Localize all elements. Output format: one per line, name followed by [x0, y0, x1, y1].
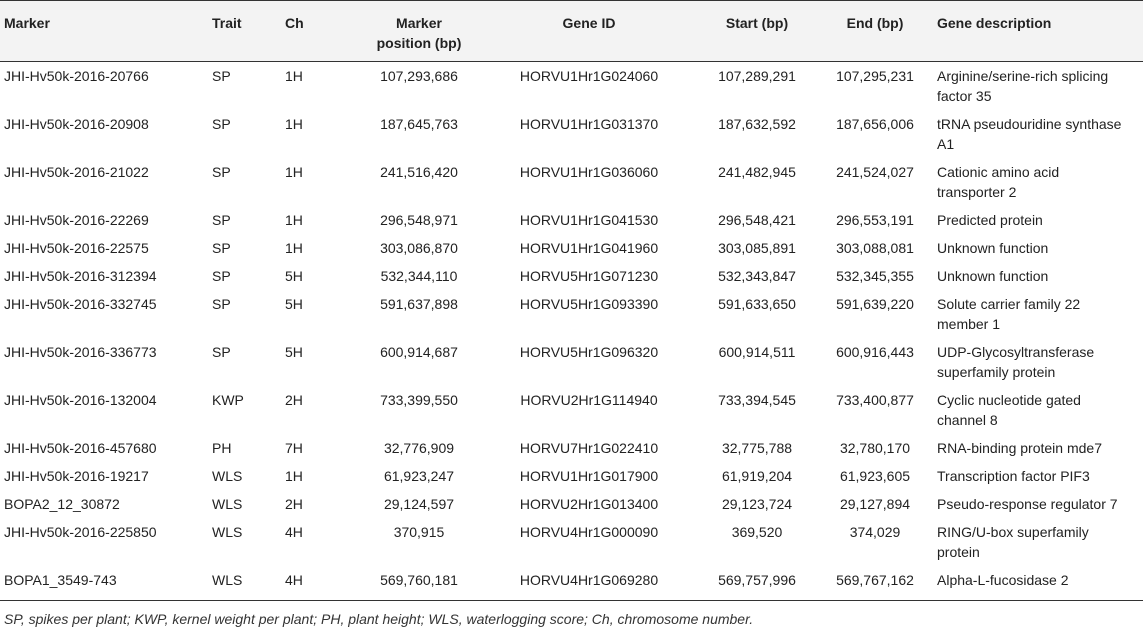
cell-end: 107,295,231: [836, 68, 914, 84]
table-row: [0, 290, 1143, 338]
cell-trait: WLS: [208, 566, 281, 601]
cell-gene-id: HORVU7Hr1G022410: [519, 440, 659, 456]
cell-end: 187,656,006: [836, 116, 914, 132]
cell-end: 733,400,877: [836, 392, 914, 408]
cell-start: 733,394,545: [718, 392, 796, 408]
cell-ch: 4H: [285, 524, 303, 540]
cell-gene-id: HORVU2Hr1G013400: [519, 496, 659, 512]
table-row: [0, 234, 1143, 262]
cell-trait: WLS: [212, 524, 243, 540]
cell-marker: JHI-Hv50k-2016-19217: [4, 468, 149, 484]
table-row: [0, 386, 1143, 434]
cell-marker: BOPA1_3549-743: [0, 566, 208, 601]
cell-ch: 5H: [285, 268, 303, 284]
cell-trait: KWP: [212, 392, 244, 408]
header-marker-position-line2: position (bp): [376, 35, 462, 51]
description-line1: RNA-binding protein mde7: [937, 440, 1102, 456]
header-marker-position: [347, 1, 491, 62]
cell-ch: 5H: [285, 296, 303, 312]
cell-marker: JHI-Hv50k-2016-225850: [4, 524, 157, 540]
description-line2: protein: [937, 544, 980, 560]
description-line1: tRNA pseudouridine synthase: [937, 116, 1122, 132]
description-line1: Predicted protein: [937, 212, 1043, 228]
cell-end: 61,923,605: [839, 468, 911, 484]
cell-trait: SP: [212, 212, 231, 228]
cell-marker: JHI-Hv50k-2016-21022: [4, 164, 149, 180]
cell-end: 569,767,162: [827, 566, 923, 601]
cell-end: 296,553,191: [836, 212, 914, 228]
cell-marker-position: 370,915: [393, 524, 445, 540]
description-line1: Unknown function: [937, 268, 1049, 284]
cell-marker: JHI-Hv50k-2016-336773: [4, 344, 157, 360]
description-line2: transporter 2: [937, 184, 1017, 200]
cell-description: [923, 234, 1143, 262]
header-marker-position-line1: Marker: [396, 15, 442, 31]
table-row: [0, 518, 1143, 566]
cell-trait: WLS: [212, 468, 243, 484]
cell-description: [923, 62, 1143, 111]
cell-ch: 2H: [285, 496, 303, 512]
description-line2: superfamily protein: [937, 364, 1056, 380]
cell-marker-position: 591,637,898: [380, 296, 458, 312]
description-line1: Cyclic nucleotide gated: [937, 392, 1081, 408]
cell-end: 532,345,355: [836, 268, 914, 284]
cell-start: 296,548,421: [718, 212, 796, 228]
cell-start: 61,919,204: [721, 468, 793, 484]
cell-end: 29,127,894: [839, 496, 911, 512]
cell-description: [923, 110, 1143, 158]
cell-end: 241,524,027: [836, 164, 914, 180]
cell-trait: SP: [212, 296, 231, 312]
cell-marker-position: 32,776,909: [383, 440, 455, 456]
cell-marker-position: 187,645,763: [380, 116, 458, 132]
cell-ch: 5H: [285, 344, 303, 360]
cell-gene-id: HORVU5Hr1G096320: [519, 344, 659, 360]
table-row: [0, 62, 1143, 111]
cell-description: [923, 262, 1143, 290]
cell-marker-position: 733,399,550: [380, 392, 458, 408]
table-row: [0, 158, 1143, 206]
table-body: [0, 62, 1143, 601]
header-description: Gene description: [923, 1, 1143, 62]
cell-marker-position: 303,086,870: [380, 240, 458, 256]
cell-marker-position: 600,914,687: [380, 344, 458, 360]
table-row: [0, 110, 1143, 158]
cell-gene-id: HORVU2Hr1G114940: [520, 392, 658, 408]
description-line1: UDP-Glycosyltransferase: [937, 344, 1095, 360]
cell-trait: SP: [212, 344, 231, 360]
cell-trait: SP: [212, 116, 231, 132]
table-row: [0, 566, 1143, 601]
cell-start: 369,520: [731, 524, 783, 540]
cell-ch: 1H: [285, 116, 303, 132]
cell-start: 303,085,891: [718, 240, 796, 256]
description-line2: member 1: [937, 316, 1001, 332]
cell-trait: SP: [212, 240, 231, 256]
cell-description: [923, 462, 1143, 490]
cell-start: 532,343,847: [718, 268, 796, 284]
table-row: [0, 434, 1143, 462]
cell-gene-id: HORVU5Hr1G071230: [519, 268, 659, 284]
cell-ch: 7H: [285, 440, 303, 456]
cell-marker: JHI-Hv50k-2016-132004: [4, 392, 157, 408]
cell-start: 591,633,650: [718, 296, 796, 312]
description-line1: RING/U-box superfamily: [937, 524, 1089, 540]
cell-ch: 1H: [285, 68, 303, 84]
cell-description: [923, 490, 1143, 518]
cell-marker: JHI-Hv50k-2016-22269: [4, 212, 149, 228]
cell-ch: 1H: [285, 164, 303, 180]
cell-start: 29,123,724: [721, 496, 793, 512]
description-line1: Transcription factor PIF3: [937, 468, 1090, 484]
header-start: Start (bp): [687, 1, 827, 62]
cell-ch: 2H: [285, 392, 303, 408]
cell-gene-id: HORVU1Hr1G017900: [519, 468, 659, 484]
table-header-row: [0, 1, 1143, 62]
cell-description: [923, 518, 1143, 566]
description-line1: Pseudo-response regulator 7: [937, 496, 1118, 512]
cell-description: [923, 434, 1143, 462]
cell-ch: 1H: [285, 212, 303, 228]
table-footnote: SP, spikes per plant; KWP, kernel weight per plant; PH, plant height; WLS, waterlogging score; Ch, chromosome number.: [4, 611, 754, 627]
table-row: [0, 262, 1143, 290]
header-ch: Ch: [281, 1, 347, 62]
cell-end: 32,780,170: [839, 440, 911, 456]
description-line1: Arginine/serine-rich splicing: [937, 68, 1109, 84]
cell-start: 600,914,511: [718, 344, 796, 360]
cell-end: 600,916,443: [836, 344, 914, 360]
cell-marker-position: 107,293,686: [380, 68, 458, 84]
cell-marker-position: 61,923,247: [383, 468, 455, 484]
table-row: [0, 338, 1143, 386]
cell-marker-position: 241,516,420: [380, 164, 458, 180]
cell-end: 591,639,220: [836, 296, 914, 312]
cell-marker: JHI-Hv50k-2016-457680: [4, 440, 157, 456]
cell-description: [923, 386, 1143, 434]
cell-trait: SP: [212, 68, 231, 84]
cell-marker-position: 532,344,110: [380, 268, 458, 284]
cell-ch: 1H: [285, 240, 303, 256]
description-line1: Alpha-L-fucosidase 2: [937, 572, 1069, 588]
cell-start: 107,289,291: [718, 68, 796, 84]
cell-start: 241,482,945: [718, 164, 796, 180]
cell-end: 374,029: [849, 524, 901, 540]
cell-gene-id: HORVU1Hr1G024060: [519, 68, 659, 84]
cell-start: 187,632,592: [718, 116, 796, 132]
cell-description: [923, 338, 1143, 386]
cell-trait: SP: [212, 164, 231, 180]
cell-marker: JHI-Hv50k-2016-332745: [4, 296, 157, 312]
cell-marker: JHI-Hv50k-2016-22575: [4, 240, 149, 256]
cell-start: 569,757,996: [687, 566, 827, 601]
cell-trait: WLS: [212, 496, 243, 512]
description-line2: factor 35: [937, 88, 992, 104]
cell-marker: JHI-Hv50k-2016-20766: [4, 68, 149, 84]
cell-gene-id: HORVU4Hr1G069280: [491, 566, 687, 601]
cell-ch: 1H: [285, 468, 303, 484]
cell-marker: BOPA2_12_30872: [4, 496, 120, 512]
cell-marker: JHI-Hv50k-2016-20908: [4, 116, 149, 132]
header-trait: Trait: [208, 1, 281, 62]
header-marker: Marker: [0, 1, 208, 62]
cell-description: [923, 206, 1143, 234]
table-row: [0, 490, 1143, 518]
cell-gene-id: HORVU1Hr1G041530: [519, 212, 659, 228]
cell-marker-position: 569,760,181: [347, 566, 491, 601]
cell-trait: SP: [212, 268, 231, 284]
cell-marker-position: 296,548,971: [380, 212, 458, 228]
description-line2: channel 8: [937, 412, 998, 428]
description-line1: Unknown function: [937, 240, 1049, 256]
header-end: End (bp): [827, 1, 923, 62]
header-gene-id: Gene ID: [491, 1, 687, 62]
cell-trait: PH: [212, 440, 232, 456]
cell-ch: 4H: [281, 566, 347, 601]
cell-description: [923, 566, 1143, 601]
cell-description: [923, 158, 1143, 206]
cell-gene-id: HORVU1Hr1G031370: [519, 116, 659, 132]
table-row: [0, 462, 1143, 490]
table-row: [0, 206, 1143, 234]
cell-marker-position: 29,124,597: [383, 496, 455, 512]
cell-gene-id: HORVU4Hr1G000090: [519, 524, 659, 540]
description-line2: A1: [937, 136, 955, 152]
description-line1: Cationic amino acid: [937, 164, 1060, 180]
cell-description: [923, 290, 1143, 338]
cell-gene-id: HORVU1Hr1G036060: [519, 164, 659, 180]
cell-gene-id: HORVU1Hr1G041960: [519, 240, 659, 256]
cell-gene-id: HORVU5Hr1G093390: [519, 296, 659, 312]
cell-start: 32,775,788: [721, 440, 793, 456]
cell-end: 303,088,081: [836, 240, 914, 256]
cell-marker: JHI-Hv50k-2016-312394: [4, 268, 157, 284]
description-line1: Solute carrier family 22: [937, 296, 1081, 312]
